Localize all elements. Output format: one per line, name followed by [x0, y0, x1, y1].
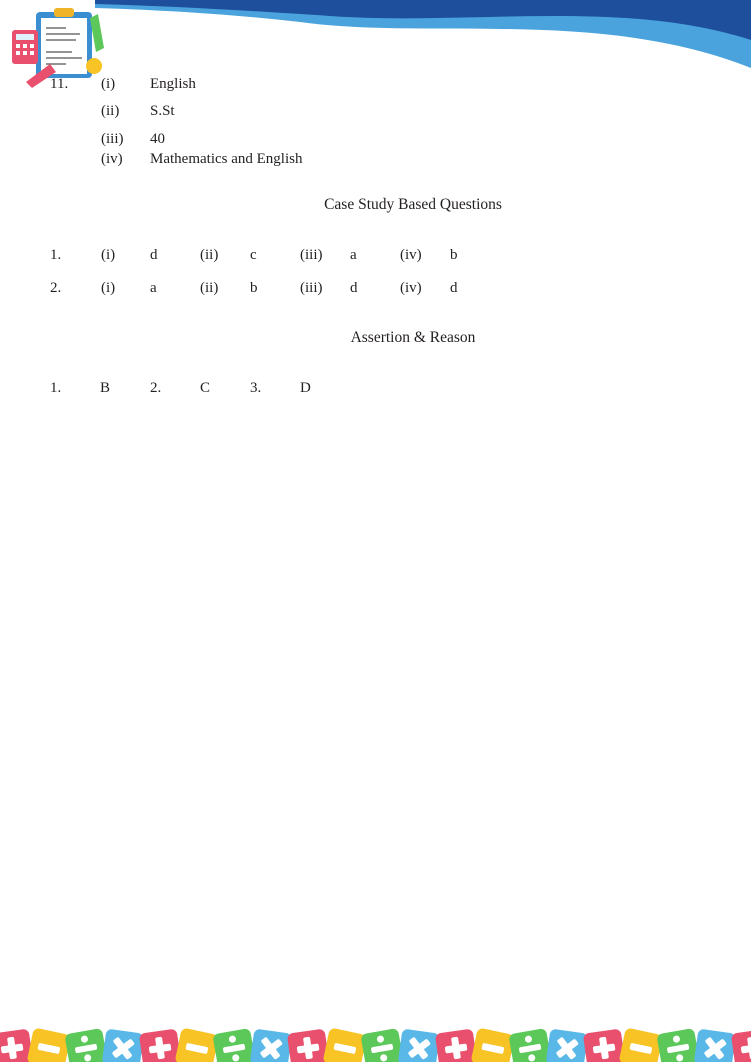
- header-wave: [0, 0, 751, 110]
- case-row-1-label-iii: (iii): [300, 247, 323, 263]
- case-row-2-answer-iv: d: [450, 280, 458, 296]
- case-row-1-number: 1.: [50, 247, 62, 263]
- divide-tile-icon: [360, 1028, 404, 1062]
- plus-tile-icon: [731, 1029, 751, 1062]
- plus-tile-icon: [583, 1029, 626, 1062]
- case-row-2-answer-i: a: [150, 280, 157, 296]
- case-row-2-answer-iii: d: [350, 280, 358, 296]
- times-tile-icon: [694, 1029, 737, 1062]
- case-row-2-label-iv: (iv): [400, 280, 422, 296]
- q11-label-ii: (ii): [101, 103, 120, 119]
- assertion-heading: Assertion & Reason: [350, 329, 476, 346]
- minus-tile-icon: [174, 1027, 219, 1062]
- minus-tile-icon: [322, 1027, 367, 1062]
- case-row-1-answer-iii: a: [350, 247, 357, 263]
- minus-tile-icon: [618, 1027, 663, 1062]
- divide-tile-icon: [508, 1028, 552, 1062]
- times-tile-icon: [250, 1029, 293, 1062]
- times-tile-icon: [398, 1029, 441, 1062]
- minus-tile-icon: [470, 1027, 515, 1062]
- case-row-2-label-i: (i): [101, 280, 116, 296]
- case-row-2-number: 2.: [50, 280, 62, 296]
- q11-label-iv: (iv): [101, 151, 123, 167]
- times-tile-icon: [102, 1029, 145, 1062]
- case-row-1-answer-i: d: [150, 247, 158, 263]
- assertion-1-answer: B: [100, 380, 111, 396]
- q11-answer-ii: S.St: [150, 103, 175, 119]
- divide-tile-icon: [656, 1028, 700, 1062]
- minus-tile-icon: [26, 1027, 71, 1062]
- times-tile-icon: [546, 1029, 589, 1062]
- plus-tile-icon: [139, 1029, 182, 1062]
- case-row-2-answer-ii: b: [250, 280, 258, 296]
- q11-answer-iv: Mathematics and English: [150, 151, 303, 167]
- assertion-2-number: 2.: [150, 380, 162, 396]
- q11-answer-i: English: [150, 76, 196, 92]
- case-row-1-label-iv: (iv): [400, 247, 422, 263]
- q11-label-iii: (iii): [101, 131, 124, 147]
- case-study-heading: Case Study Based Questions: [324, 196, 502, 213]
- q11-answer-iii: 40: [150, 131, 165, 147]
- divide-tile-icon: [212, 1028, 256, 1062]
- case-row-1-answer-ii: c: [250, 247, 257, 263]
- assertion-1-number: 1.: [50, 380, 62, 396]
- assertion-3-number: 3.: [250, 380, 262, 396]
- assertion-2-answer: C: [200, 380, 211, 396]
- q11-label-i: (i): [101, 76, 116, 92]
- plus-tile-icon: [435, 1029, 478, 1062]
- math-symbols-border: [0, 1022, 751, 1062]
- assertion-3-answer: D: [300, 380, 311, 396]
- case-row-1-label-ii: (ii): [200, 247, 219, 263]
- plus-tile-icon: [287, 1029, 330, 1062]
- case-row-1-label-i: (i): [101, 247, 116, 263]
- case-row-2-label-ii: (ii): [200, 280, 219, 296]
- q11-number: 11.: [50, 76, 69, 92]
- case-row-1-answer-iv: b: [450, 247, 458, 263]
- divide-tile-icon: [64, 1028, 108, 1062]
- case-row-2-label-iii: (iii): [300, 280, 323, 296]
